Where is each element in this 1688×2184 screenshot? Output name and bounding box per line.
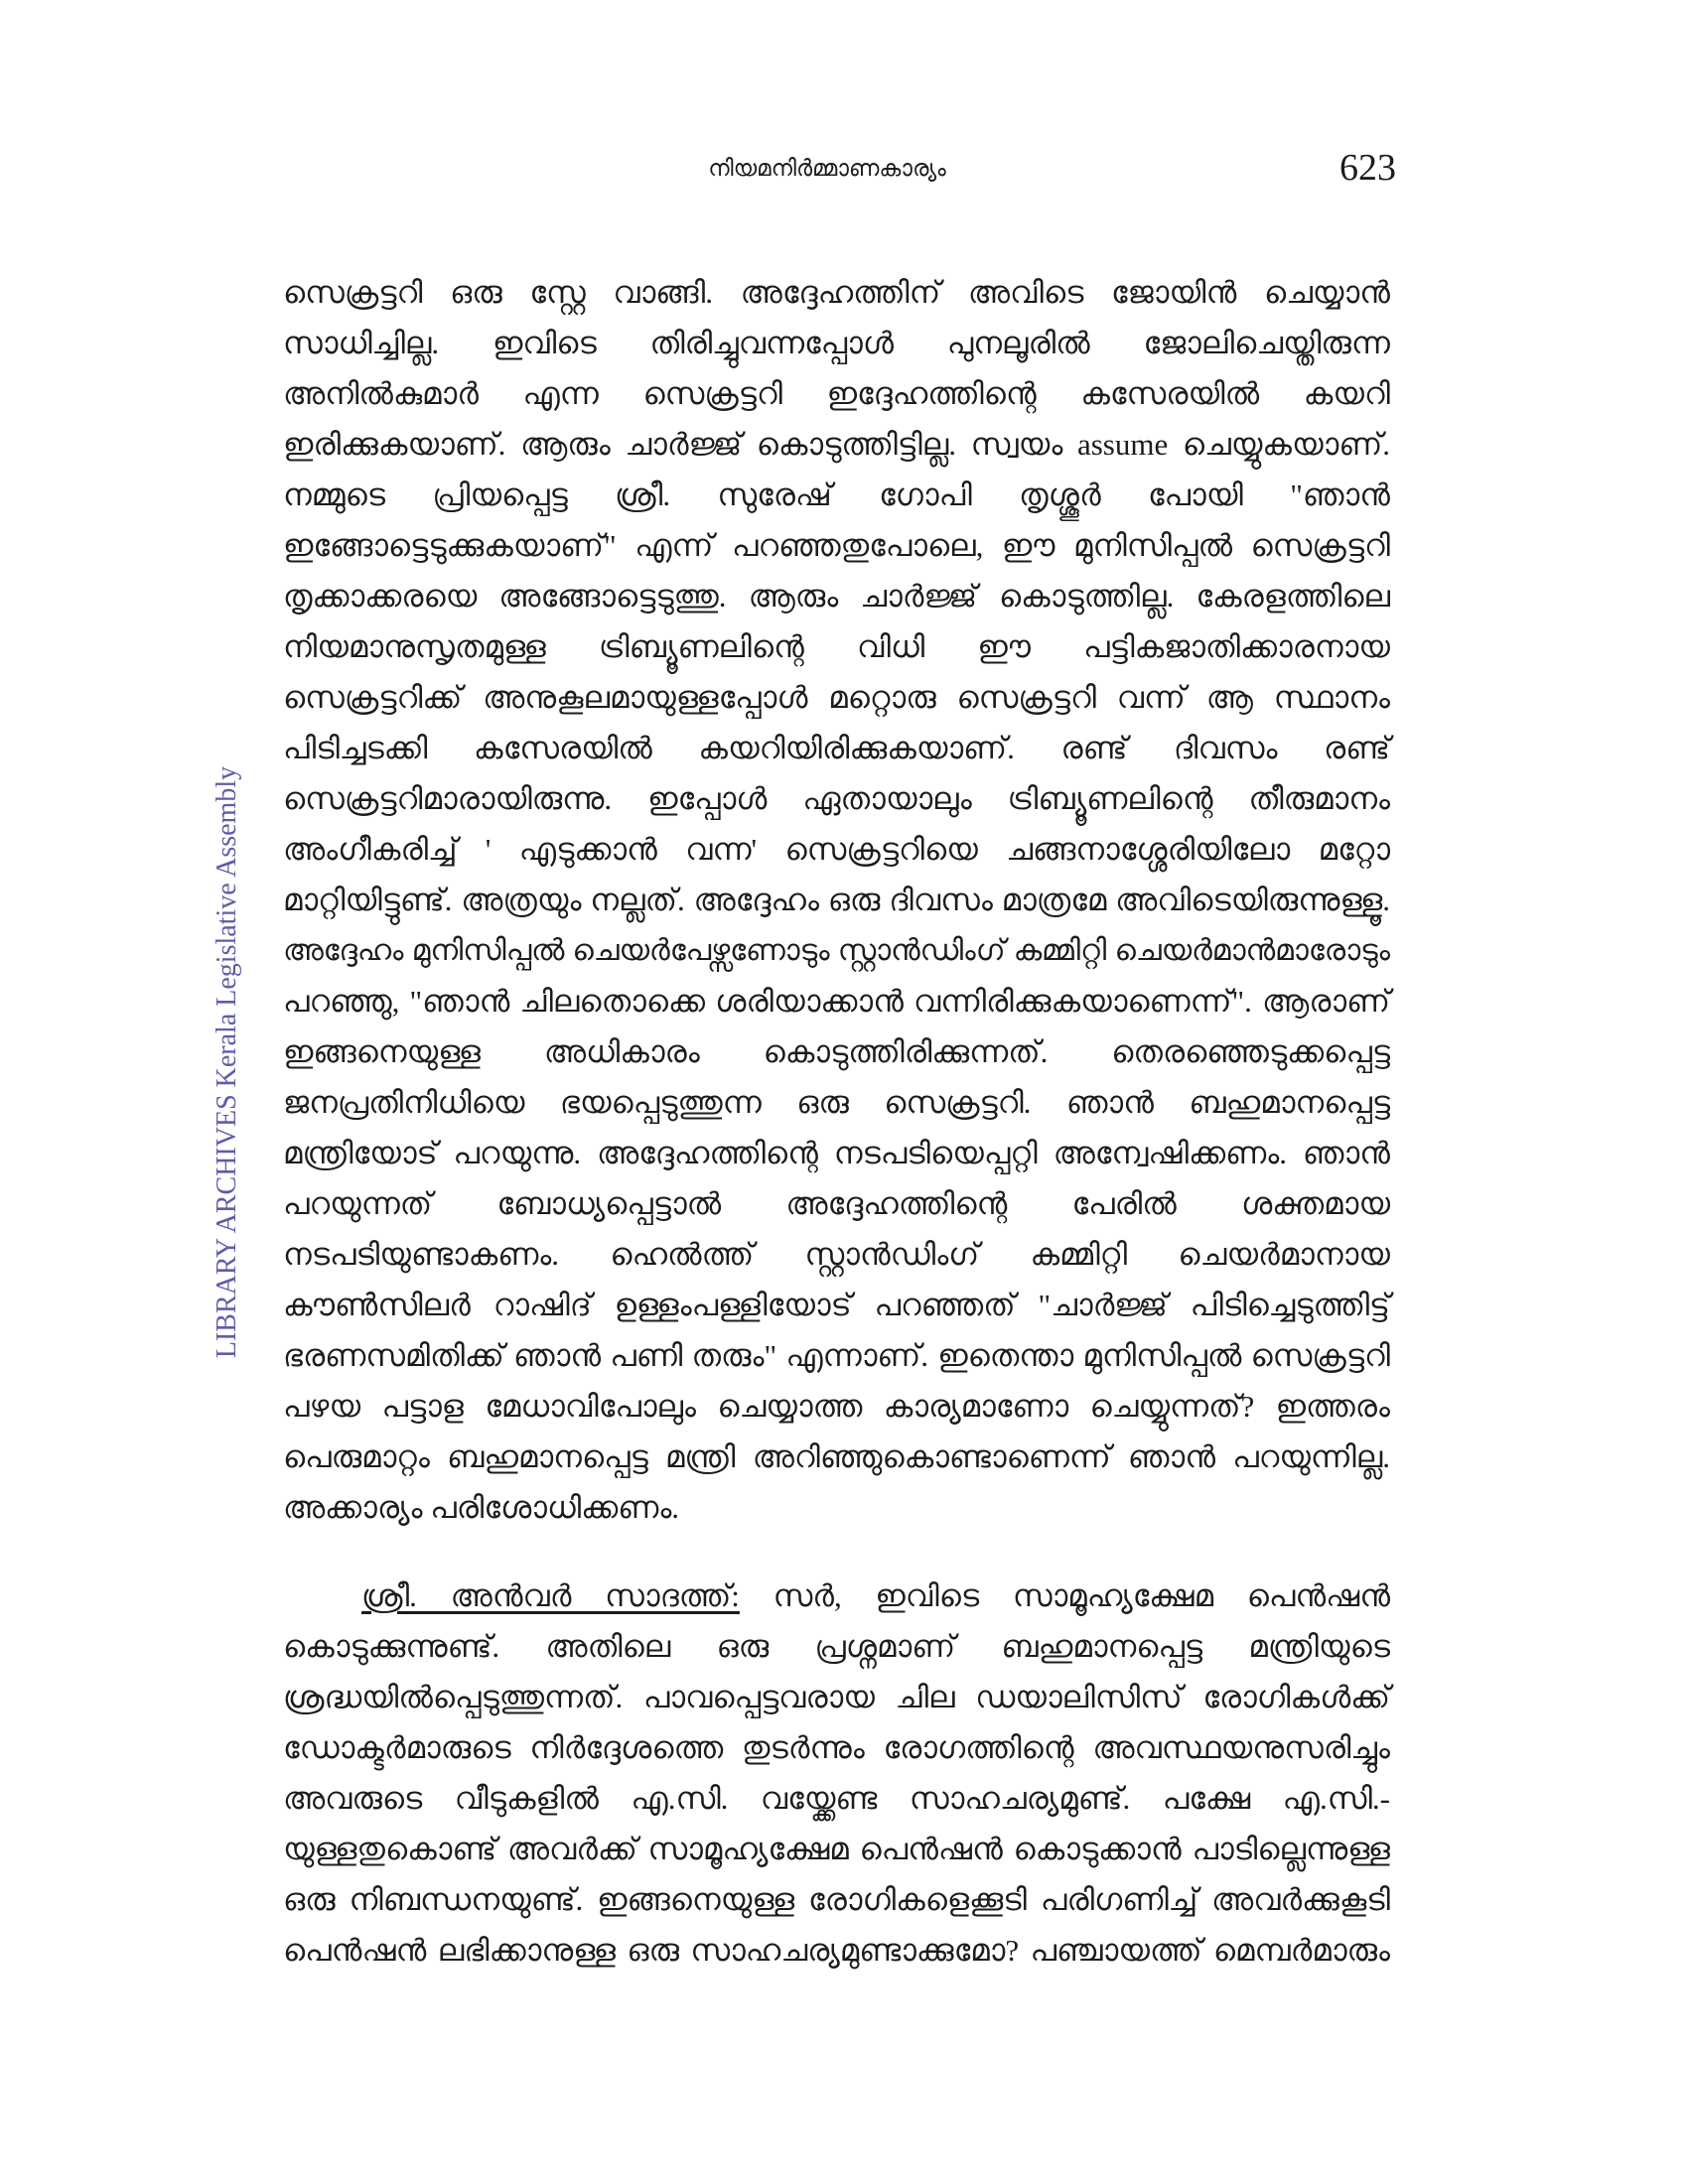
text-line: നടപടിയുണ്ടാകണം. ഹെൽത്ത് സ്റ്റാൻഡിംഗ് കമ്മിറ്റി ചെയർമാനായ (283, 1237, 1390, 1272)
archive-watermark: LIBRARY ARCHIVES Kerala Legislative Assembly (211, 765, 242, 1359)
text-line: പെരുമാറ്റം ബഹുമാനപ്പെട്ട മന്ത്രി അറിഞ്ഞുകൊണ്ടാണെന്ന് ഞാൻ പറയുന്നില്ല. (283, 1439, 1390, 1474)
text-line: സാധിച്ചില്ല. ഇവിടെ തിരിച്ചുവന്നപ്പോൾ പുനലൂരിൽ ജോലിചെയ്തിരുന്ന (283, 326, 1390, 360)
text-line: ഇങ്ങനെയുള്ള അധികാരം കൊടുത്തിരിക്കുന്നത്. തെരഞ്ഞെടുക്കപ്പെട്ട (283, 1034, 1390, 1069)
paragraph-2 (283, 1570, 1390, 1976)
text-line: ഇങ്ങോട്ടെടുക്കുകയാണ്" എന്ന് പറഞ്ഞതുപോലെ, ഈ മുനിസിപ്പൽ സെക്രട്ടറി (283, 528, 1390, 563)
body-text (283, 267, 1390, 1976)
text-line: മന്ത്രിയോട് പറയുന്നു. അദ്ദേഹത്തിന്റെ നടപടിയെപ്പറ്റി അന്വേഷിക്കണം. ഞാൻ (283, 1136, 1390, 1170)
text-line: സെക്രട്ടറി ഒരു സ്റ്റേ വാങ്ങി. അദ്ദേഹത്തിന് അവിടെ ജോയിൻ ചെയ്യാൻ (283, 275, 1390, 310)
text-line: അക്കാര്യം പരിശോധിക്കണം. (283, 1490, 680, 1525)
text-line: പഴയ പട്ടാള മേധാവിപോലും ചെയ്യാത്ത കാര്യമാണോ ചെയ്യുന്നത്? ഇത്തരം (283, 1389, 1390, 1424)
text-line: പെൻഷൻ ലഭിക്കാനുള്ള ഒരു സാഹചര്യമുണ്ടാക്കുമോ? പഞ്ചായത്ത് മെമ്പർമാരും (283, 1933, 1390, 1968)
text-line: ഇരിക്കുകയാണ്. ആരും ചാർജ്ജ് കൊടുത്തിട്ടില്ല. സ്വയം assume ചെയ്യുകയാണ്. (283, 427, 1390, 462)
text-line: സെക്രട്ടറിമാരായിരുന്നു. ഇപ്പോൾ ഏതായാലും ട്രിബ്യൂണലിന്റെ തീരുമാനം (283, 781, 1390, 816)
text-line: അദ്ദേഹം മുനിസിപ്പൽ ചെയർപേഴ്സണോടും സ്റ്റാൻഡിംഗ് കമ്മിറ്റി ചെയർമാൻമാരോടും (283, 934, 1390, 967)
speaker-line (283, 1570, 1390, 1621)
text-line: സെക്രട്ടറിക്ക് അനുകൂലമായുള്ളപ്പോൾ മറ്റൊരു സെക്രട്ടറി വന്ന് ആ സ്ഥാനം (283, 680, 1390, 715)
text-line: ഒരു നിബന്ധനയുണ്ട്. ഇങ്ങനെയുള്ള രോഗികളെക്കൂടി പരിഗണിച്ച് അവർക്കുകൂടി (283, 1882, 1390, 1917)
text-line: അവരുടെ വീടുകളിൽ എ.സി. വയ്ക്കേണ്ട സാഹചര്യമുണ്ട്. പക്ഷേ എ.സി.- (283, 1781, 1390, 1816)
text-line: തൃക്കാക്കരയെ അങ്ങോട്ടെടുത്തു. ആരും ചാർജ്ജ് കൊടുത്തില്ല. കേരളത്തിലെ (283, 579, 1390, 614)
text-line: മാറ്റിയിട്ടുണ്ട്. അത്രയും നല്ലത്. അദ്ദേഹം ഒരു ദിവസം മാത്രമേ അവിടെയിരുന്നുള്ളൂ. (283, 883, 1390, 917)
text-line: ശ്രദ്ധയിൽപ്പെടുത്തുന്നത്. പാവപ്പെട്ടവരായ ചില ഡയാലിസിസ് രോഗികൾക്ക് (283, 1680, 1390, 1714)
running-header: നിയമനിർമ്മാണകാര്യം (708, 156, 946, 181)
text-line: കൗൺസിലർ റാഷിദ് ഉള്ളംപള്ളിയോട് പറഞ്ഞത് "ചാർജ്ജ് പിടിച്ചെടുത്തിട്ട് (283, 1288, 1390, 1322)
text-line: പറയുന്നത് ബോധ്യപ്പെട്ടാൽ അദ്ദേഹത്തിന്റെ പേരിൽ ശക്തമായ (283, 1186, 1390, 1221)
speaker-name: ശ്രീ. അൻവർ സാദത്ത്: (361, 1578, 740, 1613)
paragraph-1 (283, 267, 1390, 1533)
page-number: 623 (1339, 147, 1396, 189)
speaker-line-text: സർ, ഇവിടെ സാമൂഹ്യക്ഷേമ പെൻഷൻ (773, 1578, 1391, 1613)
text-line: അംഗീകരിച്ച് ' എടുക്കാൻ വന്ന' സെക്രട്ടറിയെ ചങ്ങനാശ്ശേരിയിലോ മറ്റോ (283, 832, 1390, 867)
text-line: ഡോക്ടർമാരുടെ നിർദ്ദേശത്തെ തുടർന്നും രോഗത്തിന്റെ അവസ്ഥയനുസരിച്ചും (283, 1730, 1390, 1765)
text-line: നിയമാനുസൃതമുള്ള ട്രിബ്യൂണലിന്റെ വിധി ഈ പട്ടികജാതിക്കാരനായ (283, 629, 1390, 664)
text-line: ജനപ്രതിനിധിയെ ഭയപ്പെടുത്തുന്ന ഒരു സെക്രട്ടറി. ഞാൻ ബഹുമാനപ്പെട്ട (283, 1085, 1390, 1120)
text-line: പറഞ്ഞു, "ഞാൻ ചിലതൊക്കെ ശരിയാക്കാൻ വന്നിരിക്കുകയാണെന്ന്". ആരാണ് (283, 984, 1390, 1019)
text-line: പിടിച്ചടക്കി കസേരയിൽ കയറിയിരിക്കുകയാണ്. രണ്ട് ദിവസം രണ്ട് (283, 731, 1390, 765)
text-line: നമ്മുടെ പ്രിയപ്പെട്ട ശ്രീ. സുരേഷ് ഗോപി തൃശ്ശൂർ പോയി "ഞാൻ (283, 478, 1390, 512)
text-line: ഭരണസമിതിക്ക് ഞാൻ പണി തരും" എന്നാണ്. ഇതെന്താ മുനിസിപ്പൽ സെക്രട്ടറി (283, 1338, 1390, 1373)
text-line: കൊടുക്കുന്നുണ്ട്. അതിലെ ഒരു പ്രശ്നമാണ് ബഹുമാനപ്പെട്ട മന്ത്രിയുടെ (283, 1629, 1390, 1664)
text-line: അനിൽകുമാർ എന്ന സെക്രട്ടറി ഇദ്ദേഹത്തിന്റെ കസേരയിൽ കയറി (283, 376, 1390, 411)
text-line: യുള്ളതുകൊണ്ട് അവർക്ക് സാമൂഹ്യക്ഷേമ പെൻഷൻ കൊടുക്കാൻ പാടില്ലെന്നുള്ള (283, 1832, 1390, 1866)
